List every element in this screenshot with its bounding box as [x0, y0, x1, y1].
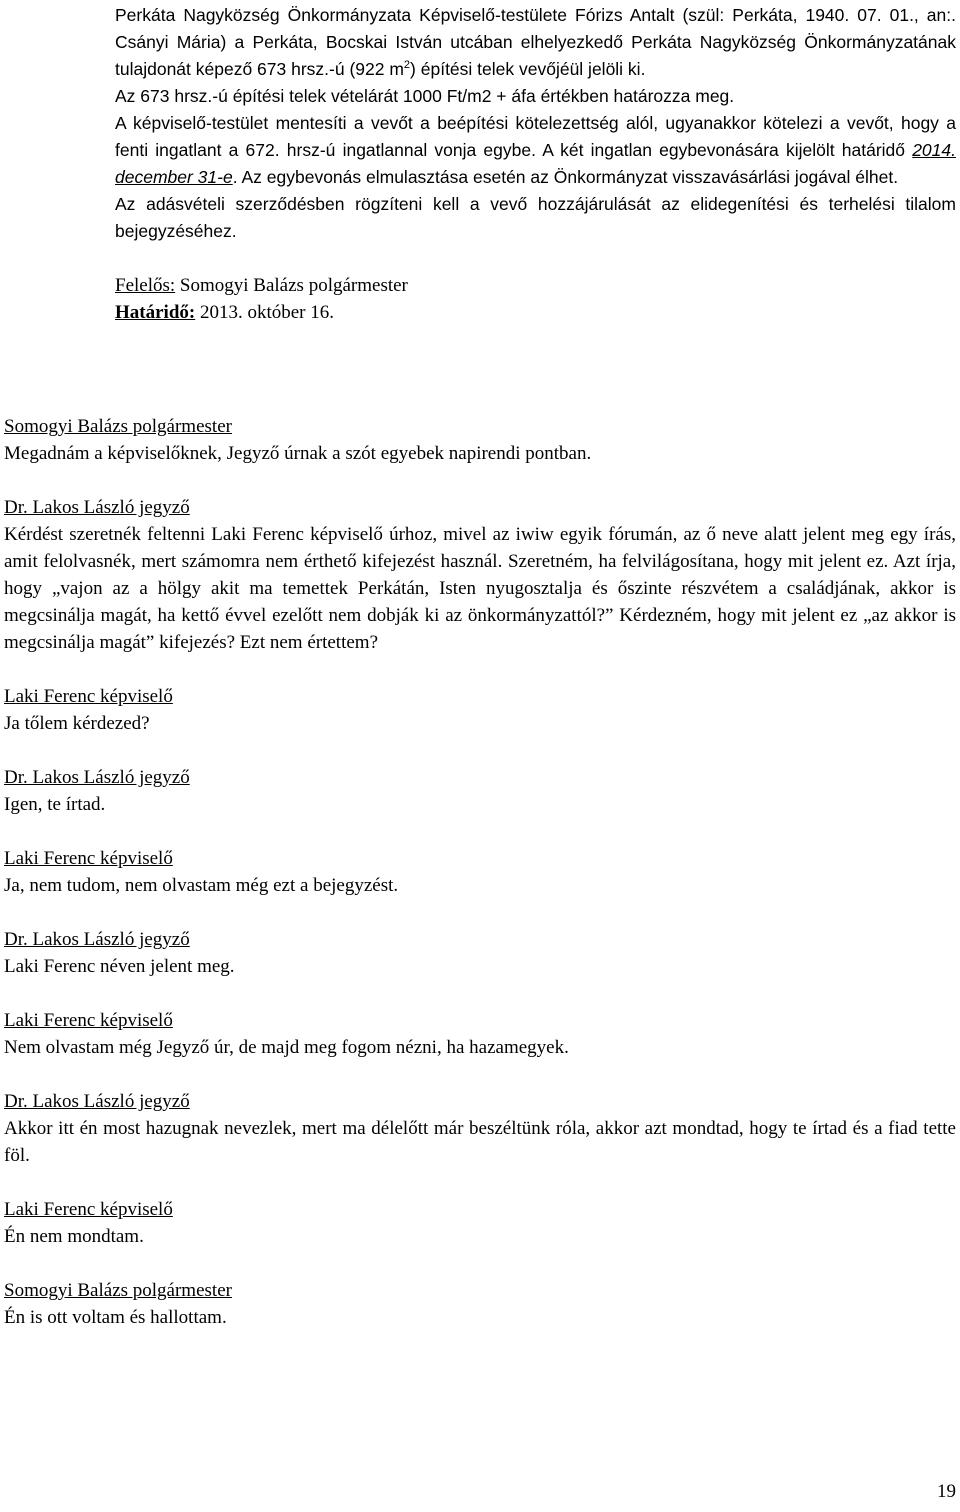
responsible-value: Somogyi Balázs polgármester	[175, 275, 408, 296]
speaker-name: Dr. Lakos László jegyző	[4, 929, 190, 950]
speech-text: Én nem mondtam.	[4, 1226, 144, 1247]
speech-text: Ja, nem tudom, nem olvastam még ezt a bejegyzést.	[4, 875, 399, 896]
speaker-name: Somogyi Balázs polgármester	[4, 416, 232, 437]
speaker-name: Somogyi Balázs polgármester	[4, 1280, 232, 1301]
speaker-name: Laki Ferenc képviselő	[4, 1199, 173, 1220]
resolution-paragraph-4: Az adásvételi szerződésben rögzíteni kell a vevő hozzájárulását az elidegenítési és terhelési tilalom bejegyzéséhez.	[115, 194, 956, 241]
dialogue-entry	[4, 494, 956, 656]
deadline-value: 2013. október 16.	[195, 302, 335, 323]
speech-text: Laki Ferenc néven jelent meg.	[4, 956, 235, 977]
responsible-line	[115, 272, 956, 299]
dialogue-entry	[4, 413, 956, 467]
deadline-line	[115, 299, 956, 326]
deadline-label: Határidő:	[115, 302, 196, 323]
speech-text: Kérdést szeretnék feltenni Laki Ferenc képviselő úrhoz, mivel az iwiw egyik fórumán, az ő neve alatt jelent meg egy írás, amit felolvasnék, mert számomra nem érthető kifejezést használ. Szeretném, ha felvilágosítana, hogy mit jelent ez. Azt írja, hogy „vajon az a hölgy akit ma temettek Perkátán, Isten nyugosztalja és őszinte részvétem a családjának, akkor is megcsinálja magát, ha kettő évvel ezelőtt nem dobják ki az önkormányzattól?” Kérdezném, hogy mit jelent ez „az akkor is megcsinálja magát” kifejezés? Ezt nem értettem?	[4, 524, 956, 653]
resolution-text	[115, 2, 956, 326]
resolution-paragraph-1: Perkáta Nagyközség Önkormányzata Képviselő-testülete Fórizs Antalt (szül: Perkáta, 1940. 07. 01., an:. Csányi Mária) a Perkáta, Bocskai István utcában elhelyezkedő Perkáta Nagyközség Önkormányzatának tulajdonát képező 673 hrsz.-ú (922 $m^2$) építési telek vevőjéül jelöli ki.	[115, 5, 956, 79]
speech-text: Megadnám a képviselőknek, Jegyző úrnak a szót egyebek napirendi pontban.	[4, 443, 592, 464]
speaker-name: Laki Ferenc képviselő	[4, 686, 173, 707]
resolution-deadline-date: 2014. december 31-e	[115, 140, 956, 187]
speech-text: Ja tőlem kérdezed?	[4, 713, 150, 734]
dialogue-entry	[4, 845, 956, 899]
speaker-name: Dr. Lakos László jegyző	[4, 497, 190, 518]
resolution-paragraph-3: A képviselő-testület mentesíti a vevőt a beépítési kötelezettség alól, ugyanakkor kötelezi a vevőt, hogy a fenti ingatlant a 672. hrsz-ú ingatlannal vonja egybe. A két ingatlan egybevonására kijelölt határidő 2014. december 31-e. Az egybevonás elmulasztása esetén az Önkormányzat visszavásárlási jogával élhet.	[115, 113, 956, 187]
dialogue-entry	[4, 683, 956, 737]
dialogue-entry	[4, 764, 956, 818]
speech-text: Nem olvastam még Jegyző úr, de majd meg fogom nézni, ha hazamegyek.	[4, 1037, 569, 1058]
speaker-name: Laki Ferenc képviselő	[4, 1010, 173, 1031]
dialogue-section	[4, 413, 956, 1358]
dialogue-entry	[4, 926, 956, 980]
dialogue-entry	[4, 1196, 956, 1250]
page-number: 19	[937, 1481, 956, 1502]
dialogue-entry	[4, 1277, 956, 1331]
resolution-paragraph-2: Az 673 hrsz.-ú építési telek vételárát 1000 Ft/m2 + áfa értékben határozza meg.	[115, 86, 735, 106]
responsible-label: Felelős:	[115, 275, 176, 296]
speech-text: Akkor itt én most hazugnak nevezlek, mert ma délelőtt már beszéltünk róla, akkor azt mondtad, hogy te írtad és a fiad tette föl.	[4, 1118, 956, 1166]
dialogue-entry	[4, 1088, 956, 1169]
dialogue-entry	[4, 1007, 956, 1061]
speaker-name: Laki Ferenc képviselő	[4, 848, 173, 869]
speech-text: Igen, te írtad.	[4, 794, 106, 815]
speaker-name: Dr. Lakos László jegyző	[4, 1091, 190, 1112]
speech-text: Én is ott voltam és hallottam.	[4, 1307, 227, 1328]
speaker-name: Dr. Lakos László jegyző	[4, 767, 190, 788]
